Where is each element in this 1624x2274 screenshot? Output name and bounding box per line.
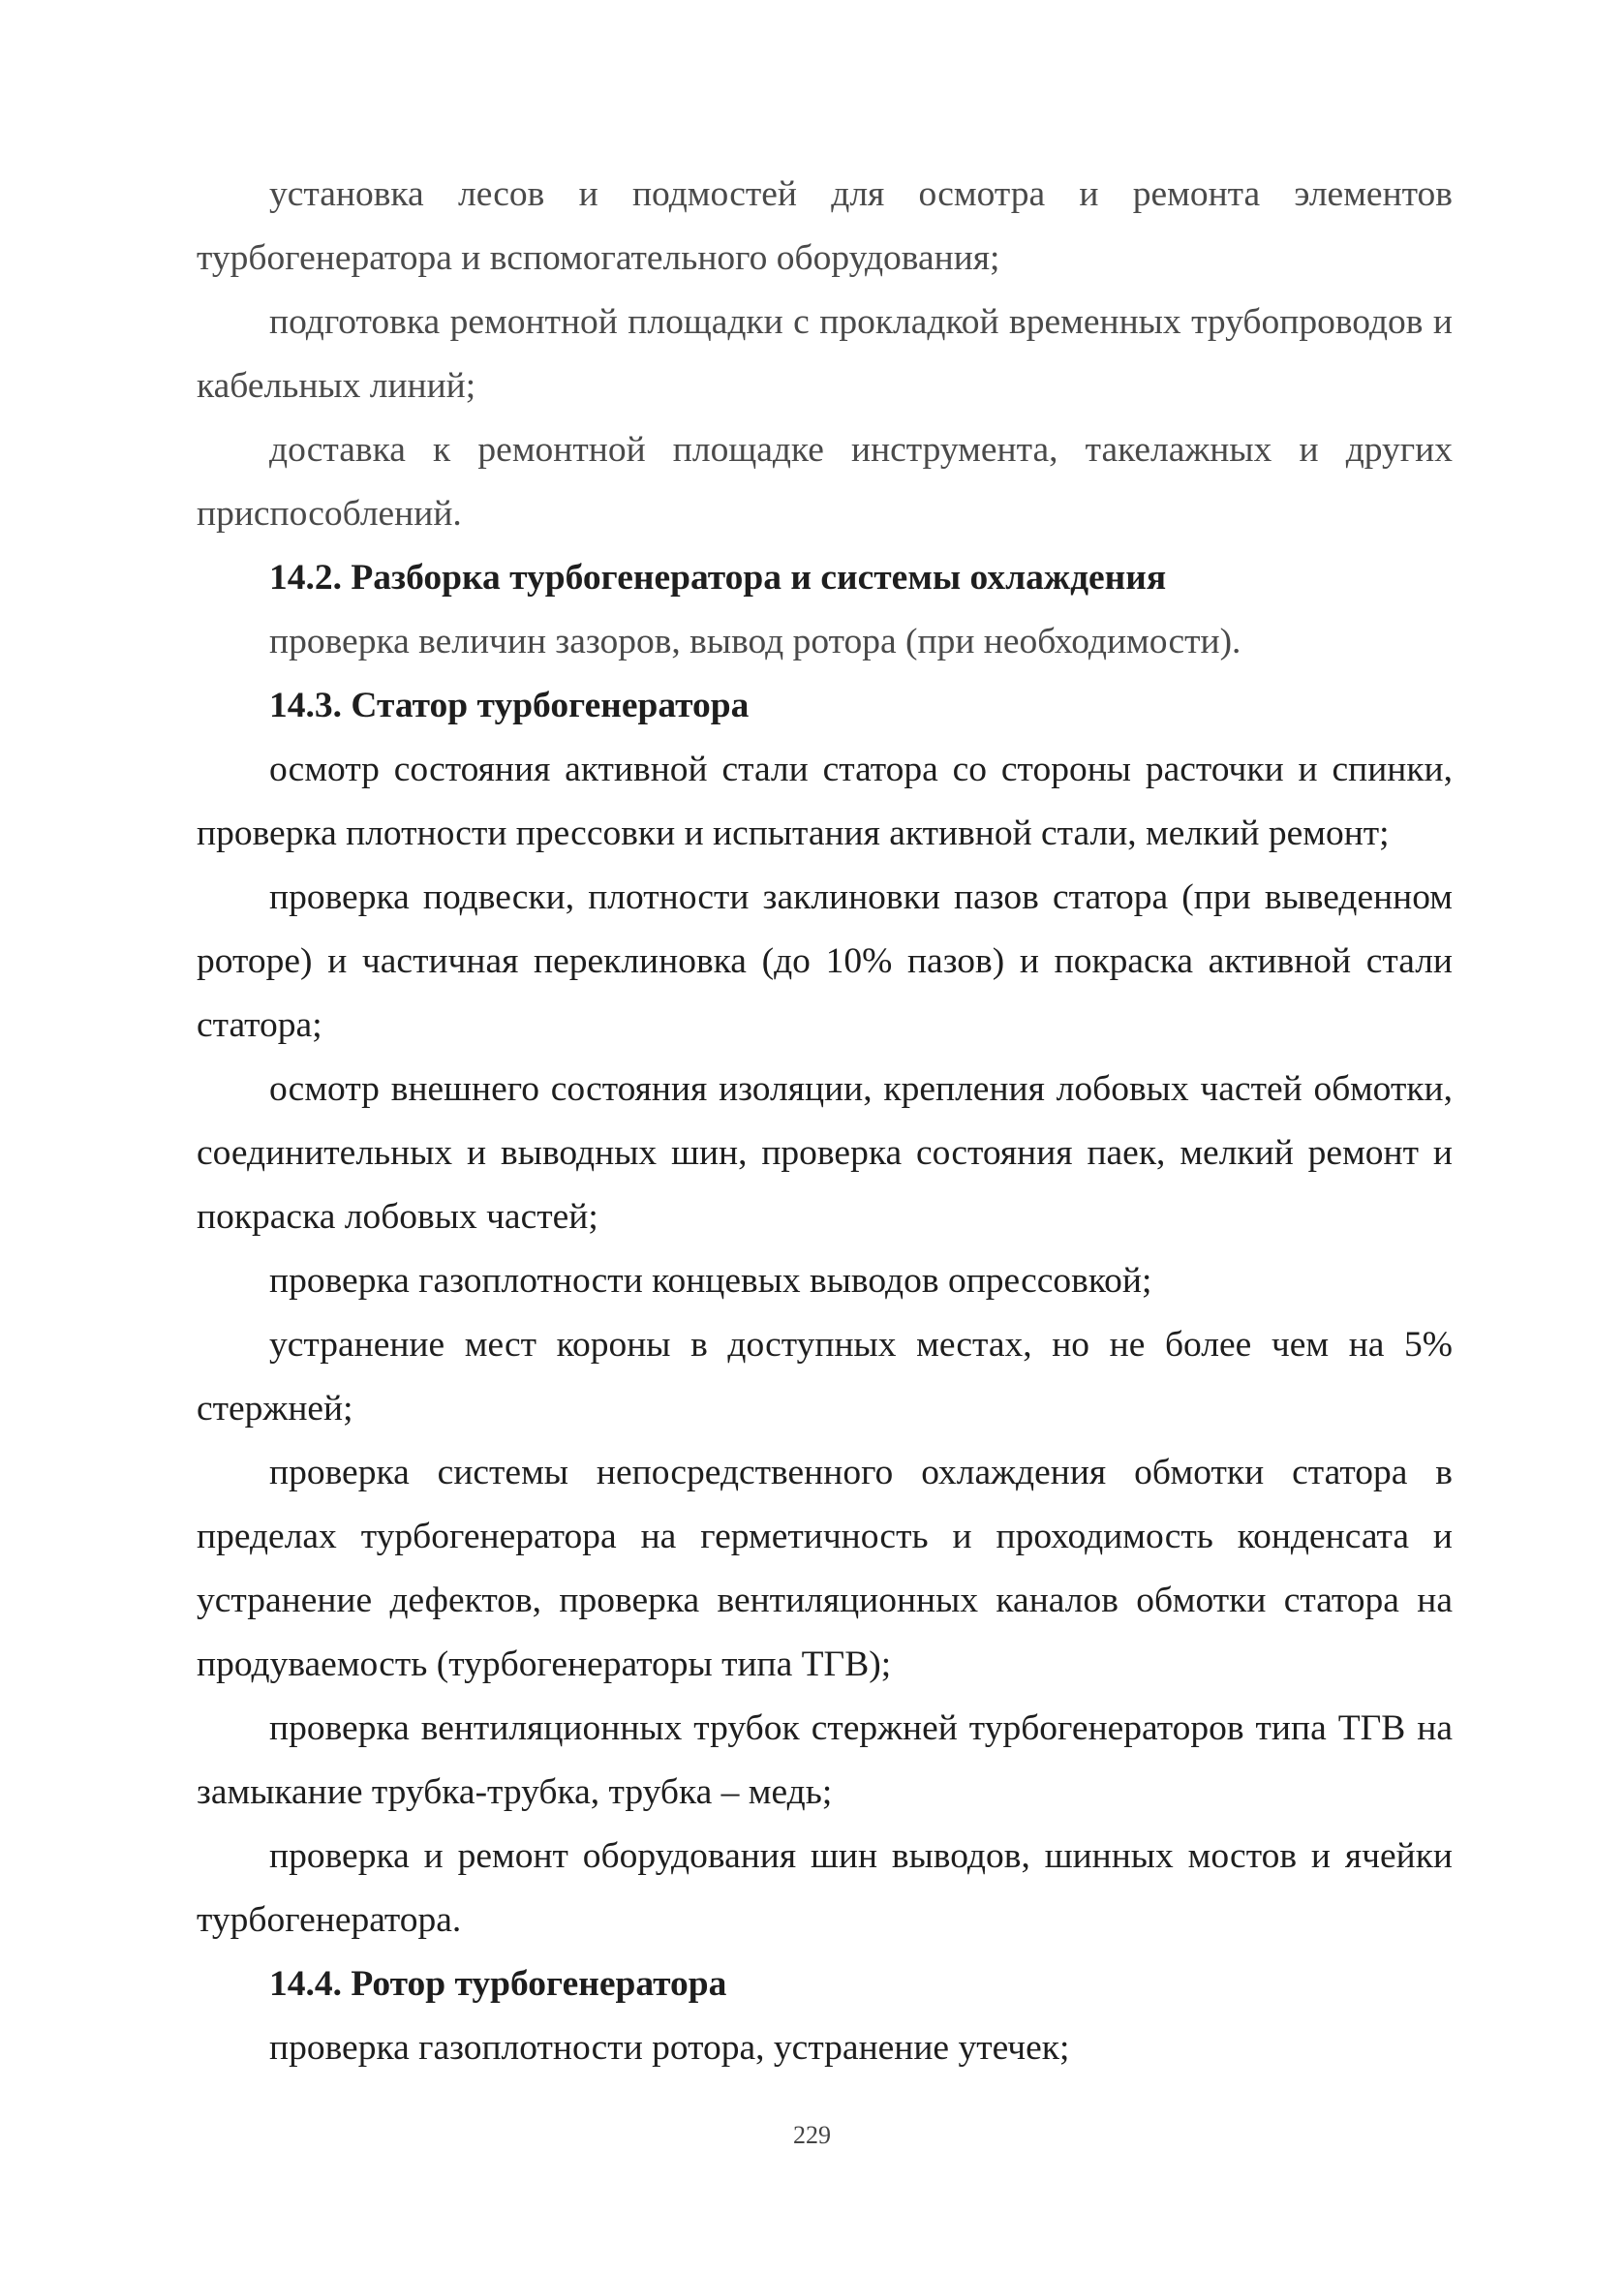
paragraph-gap-check: проверка величин зазоров, вывод ротора (при необходимости). — [269, 622, 1241, 661]
section-heading-14-3: 14.3. Статор турбогенератора — [269, 686, 750, 725]
paragraph-tool-delivery: доставка к ремонтной площадке инструмента, такелажных и других приспособлений. — [197, 430, 1453, 534]
paragraph-cooling-system: проверка системы непосредственного охлаждения обмотки статора в пределах турбогенератора на герметичность и проходимость конденсата и устранение дефектов, проверка вентиляционных каналов обмотки статора на продуваемость (турбогенераторы типа ТГВ); — [197, 1453, 1453, 1684]
page-body — [197, 163, 1453, 2080]
page-number: 229 — [793, 2121, 831, 2149]
paragraph-ventilation-tubes: проверка вентиляционных трубок стержней турбогенераторов типа ТГВ на замыкание трубка-трубка, трубка – медь; — [197, 1708, 1453, 1812]
paragraph-busbar-repair: проверка и ремонт оборудования шин выводов, шинных мостов и ячейки турбогенератора. — [197, 1836, 1453, 1940]
paragraph-wedging-check: проверка подвески, плотности заклиновки пазов статора (при выведенном роторе) и частичная переклиновка (до 10% пазов) и покраска активной стали статора; — [197, 877, 1453, 1045]
paragraph-corona-removal: устранение мест короны в доступных местах, но не более чем на 5% стержней; — [197, 1325, 1453, 1429]
paragraph-scaffolding: установка лесов и подмостей для осмотра и ремонта элементов турбогенератора и вспомогательного оборудования; — [197, 174, 1453, 278]
section-heading-14-2: 14.2. Разборка турбогенератора и системы охлаждения — [269, 558, 1167, 598]
paragraph-rotor-gas-tightness: проверка газоплотности ротора, устранение утечек; — [269, 2028, 1070, 2068]
section-heading-14-4: 14.4. Ротор турбогенератора — [269, 1964, 727, 2004]
paragraph-repair-site: подготовка ремонтной площадки с прокладкой временных трубопроводов и кабельных линий; — [197, 302, 1453, 406]
paragraph-insulation-inspection: осмотр внешнего состояния изоляции, крепления лобовых частей обмотки, соединительных и выводных шин, проверка состояния паек, мелкий ремонт и покраска лобовых частей; — [197, 1069, 1453, 1237]
paragraph-steel-inspection: осмотр состояния активной стали статора со стороны расточки и спинки, проверка плотности прессовки и испытания активной стали, мелкий ремонт; — [197, 750, 1453, 853]
paragraph-gas-tightness-terminals: проверка газоплотности концевых выводов опрессовкой; — [269, 1261, 1152, 1301]
